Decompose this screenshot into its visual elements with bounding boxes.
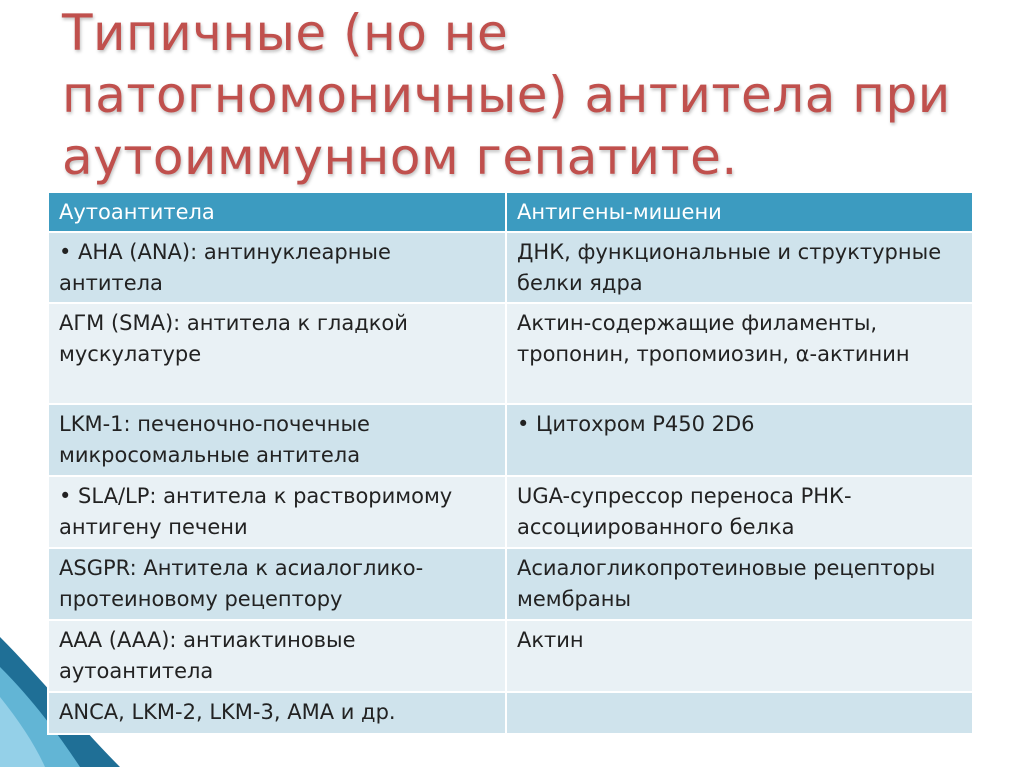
table-row (48, 548, 973, 620)
table-row (48, 232, 973, 303)
table-row (48, 303, 973, 404)
column-header-autoantibodies: Аутоантитела (48, 192, 506, 232)
target-antigen-cell: UGA-супрессор переноса РНК-ассоциированного белка (506, 476, 973, 548)
autoantibody-cell: • АНА (ANA): антинуклеарные антитела (48, 232, 506, 303)
table-row (48, 620, 973, 692)
table-row (48, 476, 973, 548)
target-antigen-cell (506, 692, 973, 734)
autoantibody-cell: LKM-1: печеночно-почечные микросомальные антитела (48, 404, 506, 476)
table-row (48, 692, 973, 734)
target-antigen-cell: ДНК, функциональные и структурные белки ядра (506, 232, 973, 303)
column-header-target-antigens: Антигены-мишени (506, 192, 973, 232)
target-antigen-cell: • Цитохром Р450 2D6 (506, 404, 973, 476)
target-antigen-cell: Актин (506, 620, 973, 692)
autoantibody-cell: ASGPR: Антитела к асиалоглико-протеиновому рецептору (48, 548, 506, 620)
slide-title: Типичные (но не патогномоничные) антитела при аутоиммунном гепатите. (62, 4, 951, 186)
table-header-row (48, 192, 973, 232)
autoantibody-cell: • SLA/LP: антитела к растворимому антигену печени (48, 476, 506, 548)
autoantibody-cell: ANCA, LKM-2, LKM-3, AMA и др. (48, 692, 506, 734)
autoantibody-cell: АГМ (SMA): антитела к гладкой мускулатуре (48, 303, 506, 404)
autoantibody-cell: ААА (AAA): антиактиновые аутоантитела (48, 620, 506, 692)
target-antigen-cell: Асиалогликопротеиновые рецепторы мембраны (506, 548, 973, 620)
antibody-table (47, 191, 974, 735)
table-row (48, 404, 973, 476)
target-antigen-cell: Актин-содержащие филаменты, тропонин, тропомиозин, α-актинин (506, 303, 973, 404)
